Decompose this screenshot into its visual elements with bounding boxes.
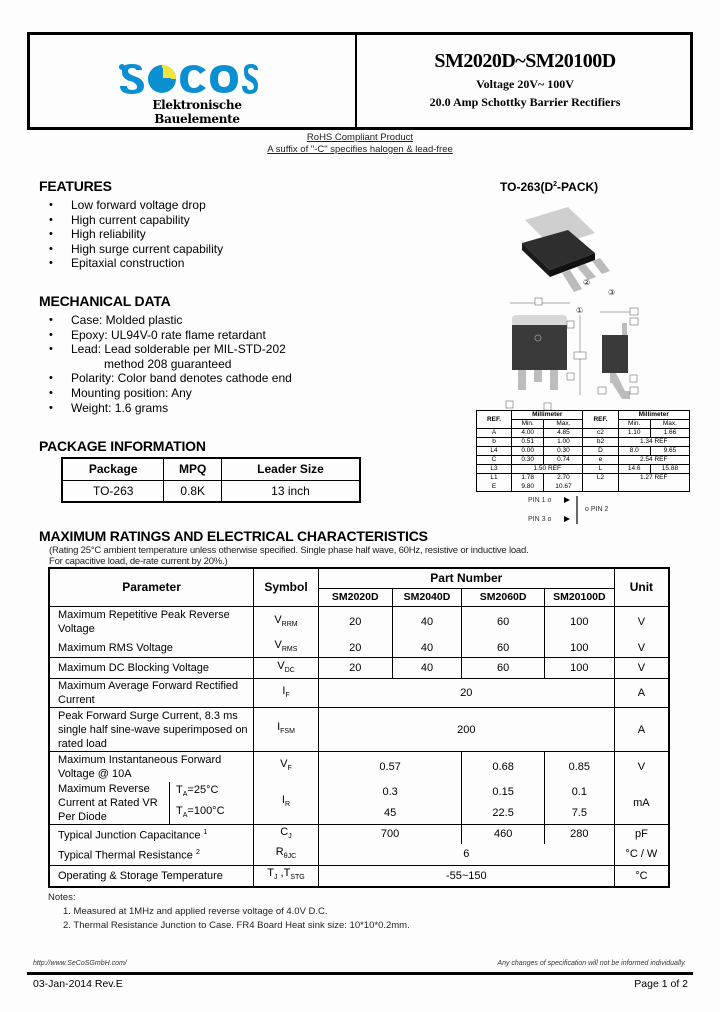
ratings-heading: MAXIMUM RATINGS AND ELECTRICAL CHARACTERISTICS: [39, 528, 428, 544]
package-title: $TO-263(D^2-PACK)$: [500, 180, 599, 194]
table-row: Maximum Instantaneous Forward Voltage @ 10A $V_F$ 0.57 0.68 0.85 V: [49, 752, 669, 782]
svg-text:③: ③: [608, 288, 616, 297]
footer-disclaimer: Any changes of specification will not be informed individually.: [497, 960, 686, 967]
mechanical-item: • Mounting position: Any: [39, 386, 292, 401]
pin3-label: PIN 3 o: [528, 516, 552, 523]
mechanical-item: • Polarity: Color band denotes cathode end: [39, 371, 292, 386]
footer-date-revision: 03-Jan-2014 Rev.E: [33, 978, 123, 990]
ratings-note-2: For capacitive load, de-rate current by 20%.): [49, 556, 228, 567]
dim-row: b 0.51 1.00 b2 1.34 REF: [477, 438, 690, 447]
diode-symbol-icon: [562, 494, 582, 526]
dim-row: A 4.00 4.85 c2 1.10 1.66: [477, 429, 690, 438]
title-block: [357, 50, 693, 110]
voltage-range: Voltage 20V~ 100V: [476, 77, 574, 91]
rohs-line-1: RoHS Compliant Product: [306, 132, 414, 143]
product-description: 20.0 Amp Schottky Barrier Rectifiers: [429, 95, 621, 109]
ir-100c-value: 22.5: [492, 806, 514, 819]
feature-item: • Low forward voltage drop: [39, 198, 223, 213]
dim-row: L3 1.50 REF L 14.6 15.88: [477, 465, 690, 474]
table-row: Maximum Average Forward Rectified Current $I_F$ 20 A: [49, 679, 669, 708]
dim-row: C 0.30 0.74 e 2.54 REF: [477, 456, 690, 465]
feature-item: • High current capability: [39, 213, 223, 228]
footer-url[interactable]: http://www.SeCoSGmbH.com/: [33, 960, 127, 967]
svg-text:①: ①: [576, 306, 584, 315]
brand-subtitle: Elektronische Bauelemente: [152, 98, 242, 126]
package-info-table: Package MPQ Leader Size TO-263 0.8K 13 inch: [61, 457, 361, 503]
svg-text:②: ②: [583, 278, 591, 287]
table-row: Typical Thermal Resistance $^2$ $R_{\theta JC}$ 6 °C / W: [49, 844, 669, 865]
table-row: Typical Junction Capacitance $^1$ $C_J$ 700 460 280 pF: [49, 824, 669, 844]
mechanical-heading: MECHANICAL DATA: [39, 293, 171, 309]
feature-item: • High surge current capability: [39, 242, 223, 257]
mechanical-item: • Lead: Lead solderable per MIL-STD-202 method 208 guaranteed: [39, 342, 292, 371]
table-row: TO-263 0.8K 13 inch: [62, 480, 360, 502]
ratings-note-1: (Rating 25°C ambient temperature unless otherwise specified. Single phase half wave, 60Hz, resistive or inductive load.: [49, 545, 529, 556]
package-outline-drawing-icon: [470, 195, 690, 410]
notes: Notes: 1. Measured at 1MHz and applied reverse voltage of 4.0V D.C. 2. Thermal Resistance Junction to Case. FR4 Board Heat sink size: 10*10*0.2mm.: [48, 892, 410, 931]
ir-25c-value: 0.3: [382, 785, 398, 798]
secos-logo-icon: [118, 62, 258, 102]
ir-100c-value: 45: [383, 806, 397, 819]
features-heading: FEATURES: [39, 178, 112, 194]
note-item: 1. Measured at 1MHz and applied reverse voltage of 4.0V D.C.: [63, 906, 328, 917]
table-row: Peak Forward Surge Current, 8.3 ms single half sine-wave superimposed on rated load $I_{FSM}$ 200 A: [49, 708, 669, 752]
rohs-line-2: A suffix of "-C" specifies halogen & lead-free: [267, 144, 453, 155]
package-info-heading: PACKAGE INFORMATION: [39, 438, 206, 454]
ir-100c-value: 7.5: [571, 806, 587, 819]
footer-page-number: Page 1 of 2: [634, 978, 688, 990]
table-row: Operating & Storage Temperature $T_J$ $,T_{STG}$ -55~150 °C: [49, 865, 669, 887]
features-list: [39, 198, 223, 271]
part-range-title: SM2020D~SM20100D: [434, 50, 616, 72]
feature-item: • High reliability: [39, 227, 223, 242]
feature-item: • Epitaxial construction: [39, 256, 223, 271]
mechanical-list: [39, 313, 292, 415]
table-row: Maximum Reverse Current at Rated VR Per Diode $T_A=25^\circ C$ $T_A=100^\circ C$ $I_R$ 0.3 45 0.15 22.5 0.1 7.5 mA: [49, 782, 669, 825]
mechanical-item: • Epoxy: UL94V-0 rate flame retardant: [39, 328, 292, 343]
dim-row: L1 1.78 2.70 L2 1.27 REF: [477, 474, 690, 483]
table-row: Maximum DC Blocking Voltage $V_{DC}$ 20 40 60 100 V: [49, 658, 669, 679]
mechanical-item: • Weight: 1.6 grams: [39, 401, 292, 416]
table-row: Maximum RMS Voltage $V_{RMS}$ 20 40 60 100 V: [49, 638, 669, 658]
ratings-table: Parameter Symbol Part Number Unit SM2020D SM2040D SM2060D SM20100D Maximum Repetitive Peak Reverse Voltage $V_{RRM}$ 20 40 60 100 V Maximum RMS Voltage $V_{RMS}$ 20 40 60 100 V Maximum DC Blocking Voltage $V_{DC}$ 20 40 60 100 V Maximum Average Forward Rectified Current $I_F$ 20 A Peak Forward Surge Current, 8.3 ms single half sine-wave superimposed on rated load $I_{FSM}$ 200 A Maximum Instantaneous Forward Voltage @ 10A $V_F$ 0.57 0.68 0.85 V Maximum Reverse Current at Rated VR Per Diode $T_A=25^\circ C$ $T_A=100^\circ C$ $I_R$ 0.3 45 0.15 22.5 0.1 7.5 mA Typical Junction Capacitance $^1$ $C_J$ 700 460 280 pF Typical Thermal Resistance $^2$ $R_{\theta JC}$ 6 °C / W Operating & Storage Temperature $T_J$ $,T_{STG}$ -55~150 °C: [48, 567, 670, 888]
note-item: 2. Thermal Resistance Junction to Case. FR4 Board Heat sink size: 10*10*0.2mm.: [63, 920, 410, 931]
footer-divider: [27, 972, 693, 975]
ir-25c-value: 0.15: [492, 785, 514, 798]
pin1-label: PIN 1 o: [528, 497, 552, 504]
pin2-label: o PIN 2: [585, 506, 609, 513]
mechanical-item: • Case: Molded plastic: [39, 313, 292, 328]
dimension-table: REF. Millimeter REF. Millimeter Min. Max. Min. Max. A 4.00 4.85 c2 1.10 1.66 b 0.51 1.00 b2 1.34 REF L4 0.00 0.30 D 8.0 9.65 C 0.30 0.74 e 2.54 REF L3 1.50 REF L 14.6 15.88 L1 1.78 2.70 L2 1.27 REF E 9.80 10.67: [476, 410, 690, 492]
ir-25c-value: 0.1: [571, 785, 587, 798]
dim-row: E 9.80 10.67: [477, 483, 690, 492]
table-row: Maximum Repetitive Peak Reverse Voltage $V_{RRM}$ 20 40 60 100 V: [49, 606, 669, 638]
dim-row: L4 0.00 0.30 D 8.0 9.65: [477, 447, 690, 456]
